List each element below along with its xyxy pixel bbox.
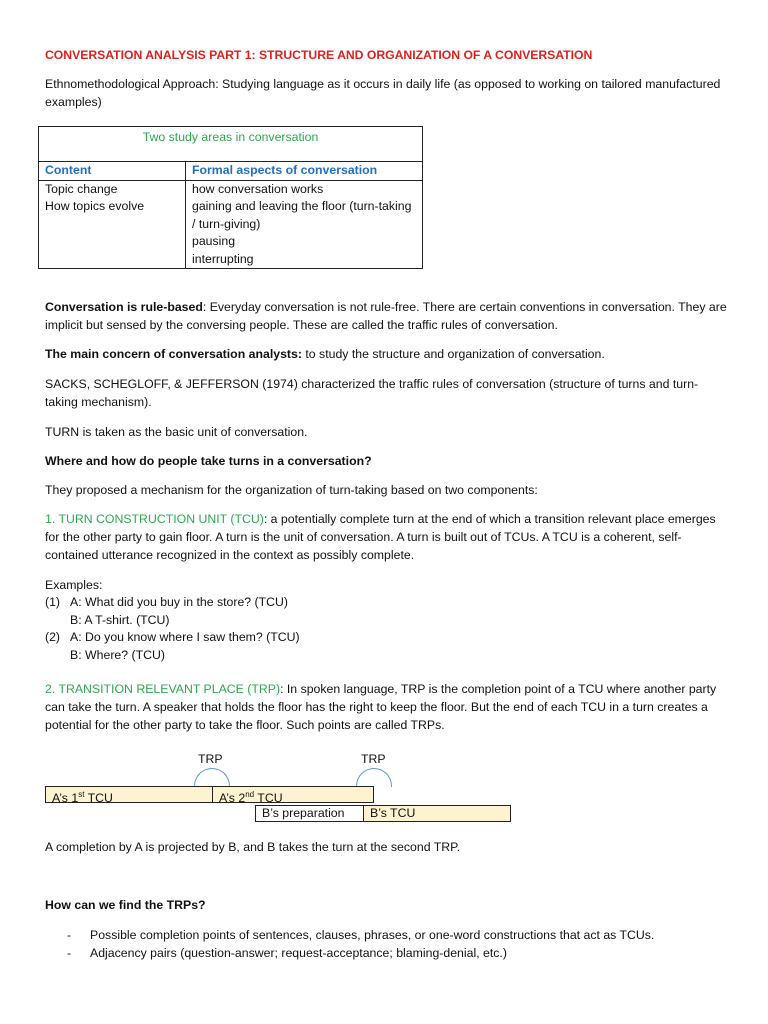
tcu-paragraph (45, 510, 730, 564)
where-how-text: Where and how do people take turns in a conversation? (45, 454, 372, 468)
formal-item: interrupting (192, 251, 254, 266)
find-trps-text: How can we find the TRPs? (45, 898, 206, 912)
formal-item: gaining and leaving the floor (turn-taking / turn-giving) (192, 199, 412, 231)
bullet-dash: - (67, 928, 72, 942)
trp-text: : In spoken language, TRP is the completion point of a TCU where another party can take the turn. A speaker that holds the floor has the right to keep the floor. But the end of each TCU in a turn creates a potential for the other party to take the floor. Such points are called TRPs. (45, 682, 717, 732)
rule-based-paragraph (45, 298, 730, 334)
table-heading: Two study areas in conversation (39, 127, 423, 162)
formal-item: pausing (192, 234, 236, 248)
list-item (45, 926, 654, 944)
content-cell (39, 180, 186, 269)
a-second-tcu-label: A’s 2 (219, 791, 246, 806)
list-item (45, 944, 654, 962)
content-item: How topics evolve (45, 199, 145, 213)
example-text: B: Where? (TCU) (70, 647, 165, 662)
example-text: A: What did you buy in the store? (TCU) (70, 595, 289, 609)
content-column-header: Content (39, 162, 186, 181)
trp-arc (356, 768, 392, 787)
list-item-text: Possible completion points of sentences, clauses, phrases, or one-word constructions that act as TCUs. (90, 928, 655, 942)
formal-aspects-cell (186, 180, 423, 269)
rule-based-text: : Everyday conversation is not rule-free. There are certain conventions in conversation. They are implicit but sensed by the conversing people. These are called the traffic rules of conversation. (45, 300, 727, 332)
trp-paragraph (45, 680, 730, 734)
example-text: B: A T-shirt. (TCU) (70, 612, 170, 627)
a-first-tcu-label: A’s 1 (52, 791, 79, 806)
completion-paragraph: A completion by A is projected by B, and B takes the turn at the second TRP. (45, 840, 461, 854)
turn-taking-diagram (0, 748, 768, 828)
main-concern-paragraph (45, 345, 730, 363)
trp-marker-label: TRP (198, 752, 223, 766)
ordinal-suffix: st (78, 790, 85, 799)
a-second-tcu-label-end: TCU (254, 791, 283, 806)
b-preparation-box: B’s preparation (255, 805, 364, 822)
example-number: (1) (45, 595, 61, 609)
where-how-heading (45, 452, 730, 470)
sacks-paragraph: SACKS, SCHEGLOFF, & JEFFERSON (1974) characterized the traffic rules of conversation (structure of turns and turn-taking mechanism). (45, 377, 699, 409)
trp-marker-label: TRP (361, 752, 386, 766)
find-trps-heading (45, 896, 730, 914)
turn-unit-paragraph: TURN is taken as the basic unit of conversation. (45, 425, 308, 439)
page-title: CONVERSATION ANALYSIS PART 1: STRUCTURE AND ORGANIZATION OF A CONVERSATION (45, 48, 593, 62)
main-concern-label: The main concern of conversation analysts: (45, 347, 302, 361)
study-areas-table (38, 126, 423, 269)
formal-item: how conversation works (192, 181, 324, 196)
proposed-paragraph: They proposed a mechanism for the organization of turn-taking based on two components: (45, 483, 538, 497)
example-text: A: Do you know where I saw them? (TCU) (70, 630, 300, 644)
examples-label: Examples: (45, 578, 103, 592)
trp-label: 2. TRANSITION RELEVANT PLACE (TRP) (45, 682, 281, 696)
tcu-label: 1. TURN CONSTRUCTION UNIT (TCU) (45, 512, 264, 526)
a-first-tcu-label-end: TCU (84, 791, 113, 806)
bullet-dash: - (67, 946, 72, 960)
list-item-text: Adjacency pairs (question-answer; request-acceptance; blaming-denial, etc.) (90, 946, 507, 960)
trp-criteria-list (45, 926, 654, 962)
a-second-tcu-box (212, 786, 374, 806)
content-item: Topic change (45, 181, 118, 196)
formal-aspects-column-header: Formal aspects of conversation (186, 162, 423, 181)
trp-arc (194, 768, 230, 787)
intro-paragraph: Ethnomethodological Approach: Studying language as it occurs in daily life (as opposed to working on tailored manufactured examples) (45, 77, 721, 109)
ordinal-suffix: nd (245, 790, 255, 799)
tcu-text: : a potentially complete turn at the end of which a transition relevant place emerges for the other party to gain floor. A turn is the unit of conversation. A turn is built out of TCUs. A TCU is a coherent, self-contained utterance recognized in the context as possibly complete. (45, 512, 716, 562)
example-number: (2) (45, 630, 61, 644)
b-tcu-box: B’s TCU (363, 805, 511, 822)
rule-based-label: Conversation is rule-based (45, 300, 203, 314)
main-concern-text: to study the structure and organization of conversation. (301, 347, 605, 361)
a-first-tcu-box (45, 786, 213, 806)
